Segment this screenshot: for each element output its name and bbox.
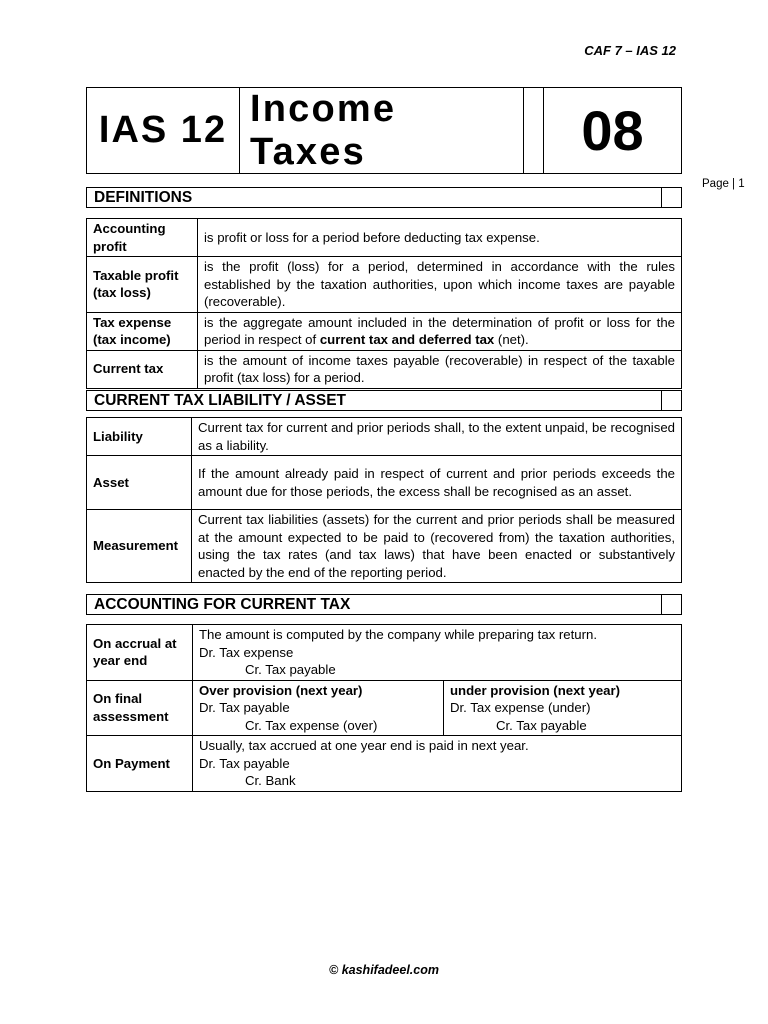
table-row	[87, 456, 682, 510]
credit-line: Cr. Tax payable	[496, 717, 587, 733]
accounting-heading: ACCOUNTING FOR CURRENT TAX	[87, 595, 662, 614]
accounting-heading-box	[86, 594, 682, 615]
debit-line: Dr. Tax expense	[199, 644, 294, 660]
standard-code: IAS 12	[87, 88, 240, 173]
definitions-table	[86, 218, 682, 389]
credit-line: Cr. Tax payable	[245, 662, 336, 677]
title-spacer	[524, 88, 544, 173]
row-text: If the amount already paid in respect of current and prior periods exceeds the amount due for those periods, the excess shall be recognised as an asset.	[192, 456, 682, 510]
debit-line: Dr. Tax payable	[199, 755, 290, 771]
credit-line: Cr. Bank	[245, 773, 296, 788]
row-term: On Payment	[87, 736, 193, 792]
definitions-heading: DEFINITIONS	[87, 188, 662, 207]
table-row	[87, 350, 682, 388]
table-row	[87, 418, 682, 456]
row-text: Current tax for current and prior periods shall, to the extent unpaid, be recognised as a liability.	[192, 418, 682, 456]
table-row	[87, 680, 682, 736]
debit-line: Dr. Tax expense (under)	[450, 700, 591, 715]
accounting-table	[86, 624, 682, 792]
table-row	[87, 625, 682, 681]
definition-text: is profit or loss for a period before deducting tax expense.	[198, 219, 682, 257]
definition-term: Taxable profit (tax loss)	[87, 257, 198, 313]
definition-text: is the aggregate amount included in the determination of profit or loss for the period in respect of current tax and deferred tax (net).	[198, 312, 682, 350]
chapter-title-box	[86, 87, 682, 174]
journal-entry: The amount is computed by the company while preparing tax return. Dr. Tax expense Cr. Tax payable	[193, 625, 682, 681]
chapter-number: 08	[581, 99, 644, 162]
row-text: Current tax liabilities (assets) for the current and prior periods shall be measured at the amount expected to be paid to (recovered from) the taxation authorities, using the tax rates (and tax laws) that have been enacted or substantively enacted by the end of the reporting period.	[192, 510, 682, 583]
page-number: Page | 1	[702, 178, 745, 190]
table-row	[87, 736, 682, 792]
definition-term: Current tax	[87, 350, 198, 388]
definitions-heading-box	[86, 187, 682, 208]
row-term: On accrual at year end	[87, 625, 193, 681]
under-provision-entry: under provision (next year) Dr. Tax expense (under) Cr. Tax payable	[444, 680, 682, 736]
row-term: Liability	[87, 418, 192, 456]
table-row	[87, 510, 682, 583]
journal-entry: Usually, tax accrued at one year end is paid in next year. Dr. Tax payable Cr. Bank	[193, 736, 682, 792]
course-reference: CAF 7 – IAS 12	[584, 43, 676, 58]
definition-text: is the profit (loss) for a period, determined in accordance with the rules established by the taxation authorities, upon which income taxes are payable (recoverable).	[198, 257, 682, 313]
definition-term: Tax expense (tax income)	[87, 312, 198, 350]
over-provision-entry: Over provision (next year) Dr. Tax payable Cr. Tax expense (over)	[193, 680, 444, 736]
debit-line: Dr. Tax payable	[199, 700, 290, 715]
definition-term: Accounting profit	[87, 219, 198, 257]
row-term: Measurement	[87, 510, 192, 583]
standard-name: Income Taxes	[240, 88, 524, 173]
current-tax-table	[86, 417, 682, 583]
definition-text: is the amount of income taxes payable (recoverable) in respect of the taxable profit (tax loss) for a period.	[198, 350, 682, 388]
footer-copyright: © kashifadeel.com	[329, 963, 439, 977]
row-term: On final assessment	[87, 680, 193, 736]
table-row	[87, 312, 682, 350]
row-term: Asset	[87, 456, 192, 510]
credit-line: Cr. Tax expense (over)	[245, 717, 378, 733]
current-tax-heading-box	[86, 390, 682, 411]
current-tax-heading: CURRENT TAX LIABILITY / ASSET	[87, 391, 662, 410]
table-row	[87, 219, 682, 257]
table-row	[87, 257, 682, 313]
